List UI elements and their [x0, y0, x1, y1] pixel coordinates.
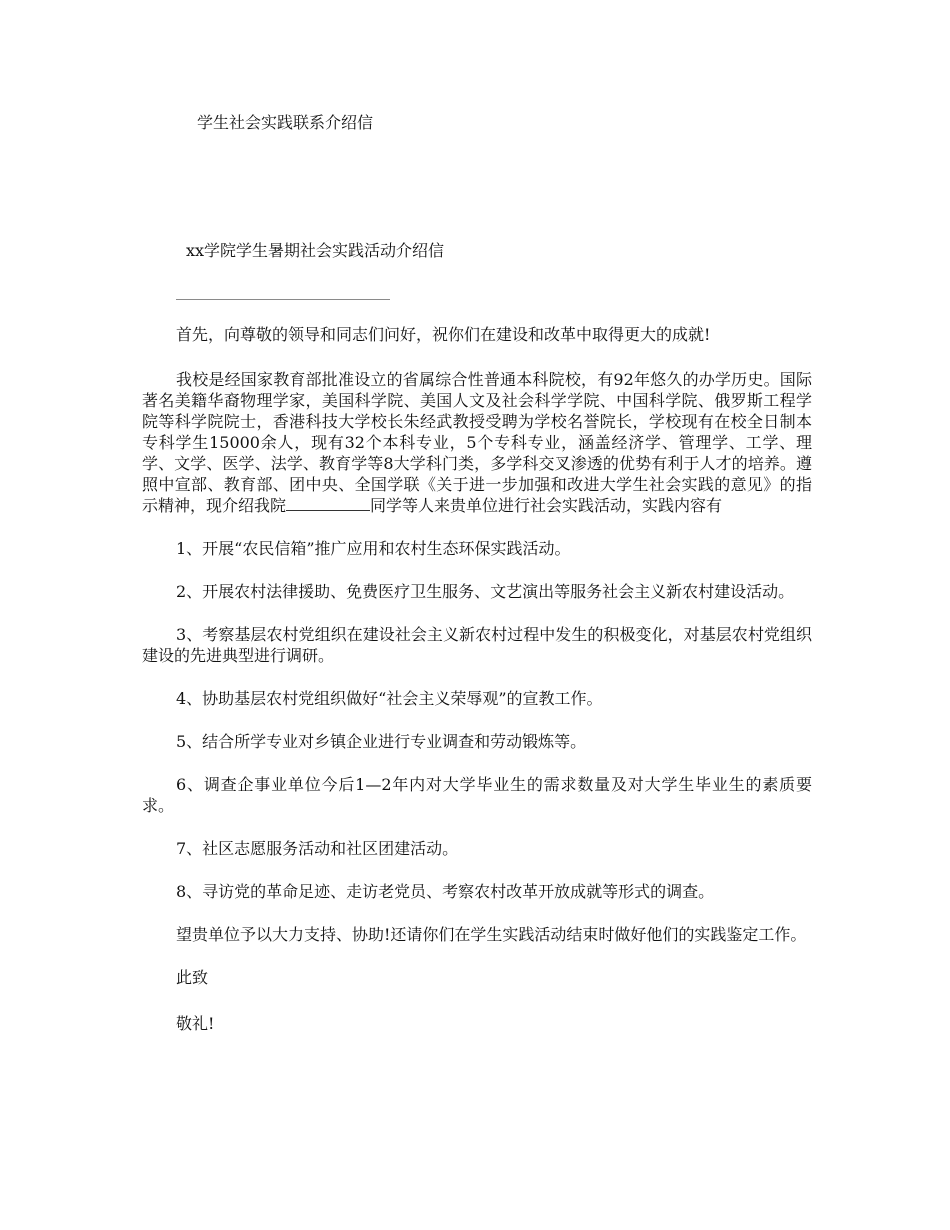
school-intro-text-end: 同学等人来贵单位进行社会实践活动，实践内容有 [370, 496, 723, 515]
letter-body [142, 324, 812, 1059]
closing-regards: 敬礼! [176, 1014, 215, 1033]
school-intro-text: 我校是经国家教育部批准设立的省属综合性普通本科院校，有92年悠久的办学历史。国际著名美籍华裔物理学家，美国科学院、美国人文及社会科学学院、中国科学院、俄罗斯工程学院等科学院院士，香港科技大学校长朱经武教授受聘为学校名誉院长，学校现有在校全日制本专科学生15000余人，现有32个本科专业，5个专科专业，涵盖经济学、管理学、工学、理学、文学、医学、法学、教育学等8大学科门类，多学科交叉渗透的优势有利于人才的培养。遵照中宣部、教育部、团中央、全国学联《关于进一步加强和改进大学生社会实践的意见》的指示精神，现介绍我院 [142, 370, 812, 515]
greeting-paragraph: 首先，向尊敬的领导和同志们问好，祝你们在建设和改革中取得更大的成就! [176, 325, 711, 344]
list-item: 8、寻访党的革命足迹、走访老党员、考察农村改革开放成就等形式的调查。 [176, 882, 715, 901]
list-item: 2、开展农村法律援助、免费医疗卫生服务、文艺演出等服务社会主义新农村建设活动。 [176, 582, 795, 601]
list-item: 6、调查企事业单位今后1—2年内对大学毕业生的需求数量及对大学生毕业生的素质要求。 [142, 775, 812, 815]
document-title: 学生社会实践联系介绍信 [197, 113, 374, 132]
recipient-blank-line [176, 299, 390, 300]
list-item: 3、考察基层农村党组织在建设社会主义新农村过程中发生的积极变化，对基层农村党组织建设的先进典型进行调研。 [142, 625, 812, 665]
list-item: 7、社区志愿服务活动和社区团建活动。 [176, 839, 459, 858]
school-intro-paragraph [142, 369, 812, 516]
request-paragraph: 望贵单位予以大力支持、协助!还请你们在学生实践活动结束时做好他们的实践鉴定工作。 [176, 925, 807, 944]
list-item: 5、结合所学专业对乡镇企业进行专业调查和劳动锻炼等。 [176, 732, 587, 751]
closing-salutation: 此致 [176, 968, 209, 987]
letter-heading: xx学院学生暑期社会实践活动介绍信 [186, 241, 445, 260]
list-item: 4、协助基层农村党组织做好“社会主义荣辱观”的宣教工作。 [176, 689, 603, 708]
student-name-blank [286, 496, 370, 511]
list-item: 1、开展“农民信箱”推广应用和农村生态环保实践活动。 [176, 539, 571, 558]
